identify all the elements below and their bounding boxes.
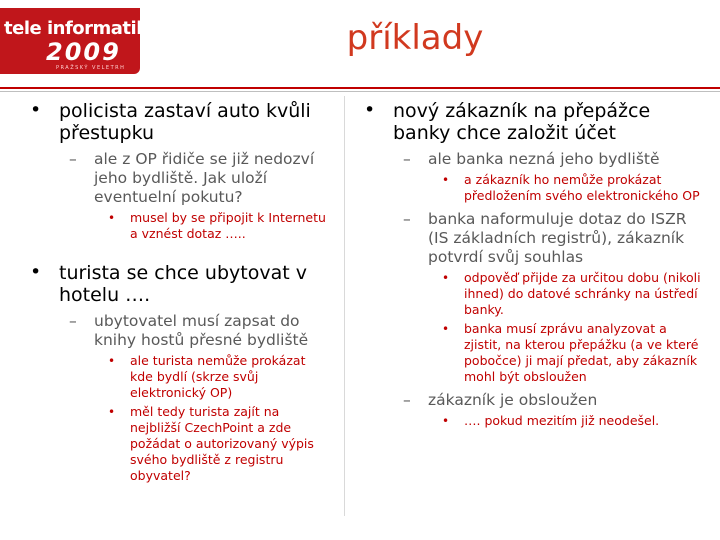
bullet-dot-icon: • xyxy=(30,261,42,283)
sub-bullet-text: ale banka nezná jeho bydliště xyxy=(428,150,660,168)
small-dot-icon: • xyxy=(108,405,116,419)
dash-icon: – xyxy=(403,150,411,168)
logo-subtitle: PRAŽSKÝ VELETRH xyxy=(56,65,126,71)
detail-item xyxy=(428,321,702,385)
sub-bullet-item xyxy=(59,150,330,242)
bullet-item xyxy=(28,100,330,242)
teleinformatika-logo xyxy=(0,8,160,74)
detail-text: a zákazník ho nemůže prokázat předložením svého elektronického OP xyxy=(464,172,700,203)
bullet-text: turista se chce ubytovat v hotelu …. xyxy=(59,262,307,306)
left-column xyxy=(28,100,330,504)
sub-bullet-text: ale z OP řidiče se již nedozví jeho bydliště. Jak uloží eventuelní pokutu? xyxy=(94,150,315,206)
sub-bullet-item xyxy=(59,312,330,484)
detail-text: měl tedy turista zajít na nejbližší CzechPoint a zde požádat o autorizovaný výpis svého bydliště z registru obyvatel? xyxy=(130,404,314,483)
right-column xyxy=(362,100,702,449)
small-dot-icon: • xyxy=(442,414,450,428)
bullet-text: nový zákazník na přepážce banky chce založit účet xyxy=(393,100,651,144)
dash-icon: – xyxy=(69,150,77,168)
detail-item xyxy=(94,353,330,401)
dash-icon: – xyxy=(69,312,77,330)
dash-icon: – xyxy=(403,391,411,409)
sub-bullet-item xyxy=(393,210,702,385)
bullet-dot-icon: • xyxy=(30,99,42,121)
sub-bullet-item xyxy=(393,391,702,429)
detail-item xyxy=(94,210,330,242)
logo-wordmark: tele informatika xyxy=(4,18,160,39)
slide-title: příklady xyxy=(346,18,484,58)
bullet-item xyxy=(28,262,330,484)
detail-item xyxy=(94,404,330,484)
dash-icon: – xyxy=(403,210,411,228)
small-dot-icon: • xyxy=(442,271,450,285)
sub-bullet-text: ubytovatel musí zapsat do knihy hostů přesné bydliště xyxy=(94,312,309,349)
title-rule-grey xyxy=(0,91,720,92)
detail-item xyxy=(428,413,702,429)
sub-bullet-text: zákazník je obsloužen xyxy=(428,391,598,409)
detail-text: odpověď přijde za určitou dobu (nikoli ihned) do datové schránky na ústředí banky. xyxy=(464,270,701,317)
detail-item xyxy=(428,172,702,204)
bullet-item xyxy=(362,100,702,429)
title-rule-red xyxy=(0,87,720,89)
sub-bullet-item xyxy=(393,150,702,204)
detail-text: ale turista nemůže prokázat kde bydlí (skrze svůj elektronický OP) xyxy=(130,353,306,400)
small-dot-icon: • xyxy=(108,354,116,368)
detail-text: banka musí zprávu analyzovat a zjistit, na kterou přepážku (a ve které pobočce) ji mají předat, aby zákazník mohl být obsloužen xyxy=(464,321,699,384)
bullet-text: policista zastaví auto kvůli přestupku xyxy=(59,100,311,144)
bullet-dot-icon: • xyxy=(364,99,376,121)
detail-item xyxy=(428,270,702,318)
detail-text: musel by se připojit k Internetu a vznést dotaz ….. xyxy=(130,210,326,241)
logo-year: 2009 xyxy=(46,38,121,66)
small-dot-icon: • xyxy=(108,211,116,225)
detail-text: …. pokud mezitím již neodešel. xyxy=(464,413,660,428)
sub-bullet-text: banka naformuluje dotaz do ISZR (IS základních registrů), zákazník potvrdí svůj souhlas xyxy=(428,210,687,266)
small-dot-icon: • xyxy=(442,173,450,187)
column-divider xyxy=(344,96,345,516)
small-dot-icon: • xyxy=(442,322,450,336)
